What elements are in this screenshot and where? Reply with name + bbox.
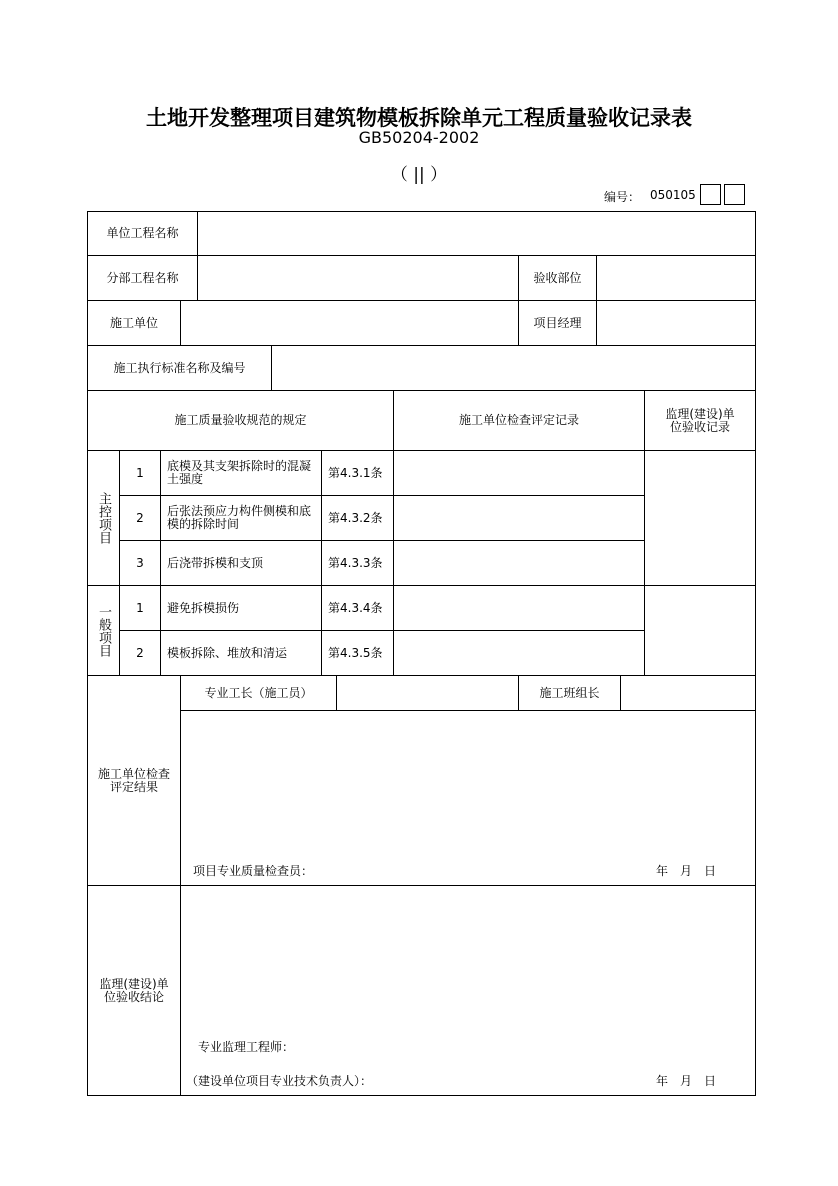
item-clause: 第4.3.4条: [321, 585, 394, 631]
construction-unit-input[interactable]: [180, 300, 519, 346]
result-area[interactable]: [180, 710, 756, 886]
item-record-input[interactable]: [393, 495, 645, 541]
item-clause: 第4.3.5条: [321, 630, 394, 676]
item-record-input[interactable]: [393, 585, 645, 631]
item-clause: 第4.3.2条: [321, 495, 394, 541]
result-date: 年 月 日: [656, 864, 717, 878]
inspector-label: 项目专业质量检查员：: [193, 864, 314, 878]
owner-label: （建设单位项目专业技术负责人）：: [186, 1074, 373, 1088]
construction-unit-label: 施工单位: [87, 300, 181, 346]
foreman-input[interactable]: [336, 675, 519, 711]
supervision-header: 监理(建设)单位验收记录: [644, 390, 756, 451]
item-description: 后张法预应力构件侧模和底模的拆除时间: [160, 495, 322, 541]
general-supervision-cell[interactable]: [644, 585, 756, 676]
item-clause: 第4.3.1条: [321, 450, 394, 496]
sub-project-label: 分部工程名称: [87, 255, 198, 301]
item-number: 1: [119, 450, 161, 496]
code-box-2[interactable]: [724, 184, 745, 205]
part-number: （ || ）: [390, 165, 448, 185]
project-manager-label: 项目经理: [518, 300, 597, 346]
main-supervision-cell[interactable]: [644, 450, 756, 586]
project-manager-input[interactable]: [596, 300, 756, 346]
standard-name-label: 施工执行标准名称及编号: [87, 345, 272, 391]
sub-project-input[interactable]: [197, 255, 519, 301]
item-clause: 第4.3.3条: [321, 540, 394, 586]
conclusion-label: 监理(建设)单位验收结论: [87, 885, 181, 1096]
unit-project-label: 单位工程名称: [87, 211, 198, 256]
standard-code: GB50204-2002: [358, 128, 480, 147]
item-number: 2: [119, 630, 161, 676]
item-description: 避免拆模损伤: [160, 585, 322, 631]
code-value: 050105: [650, 188, 696, 202]
conclusion-area[interactable]: [180, 885, 756, 1096]
item-number: 3: [119, 540, 161, 586]
item-record-input[interactable]: [393, 540, 645, 586]
item-record-input[interactable]: [393, 630, 645, 676]
standard-name-input[interactable]: [271, 345, 756, 391]
item-number: 1: [119, 585, 161, 631]
team-leader-label: 施工班组长: [518, 675, 621, 711]
item-description: 后浇带拆模和支顶: [160, 540, 322, 586]
engineer-label: 专业监理工程师：: [198, 1040, 295, 1054]
result-label: 施工单位检查评定结果: [87, 675, 181, 886]
unit-project-input[interactable]: [197, 211, 756, 256]
code-box-1[interactable]: [700, 184, 721, 205]
team-leader-input[interactable]: [620, 675, 756, 711]
item-description: 模板拆除、堆放和清运: [160, 630, 322, 676]
item-record-input[interactable]: [393, 450, 645, 496]
main-group-label: 主控项目: [96, 492, 111, 544]
acceptance-part-input[interactable]: [596, 255, 756, 301]
acceptance-part-label: 验收部位: [518, 255, 597, 301]
spec-header: 施工质量验收规范的规定: [87, 390, 394, 451]
item-number: 2: [119, 495, 161, 541]
record-header: 施工单位检查评定记录: [393, 390, 645, 451]
foreman-label: 专业工长（施工员）: [180, 675, 337, 711]
form-title: 土地开发整理项目建筑物模板拆除单元工程质量验收记录表: [146, 106, 692, 130]
conclusion-date: 年 月 日: [656, 1074, 717, 1088]
general-group-label: 一般项目: [96, 604, 111, 657]
code-label: 编号：: [604, 190, 641, 204]
item-description: 底模及其支架拆除时的混凝土强度: [160, 450, 322, 496]
